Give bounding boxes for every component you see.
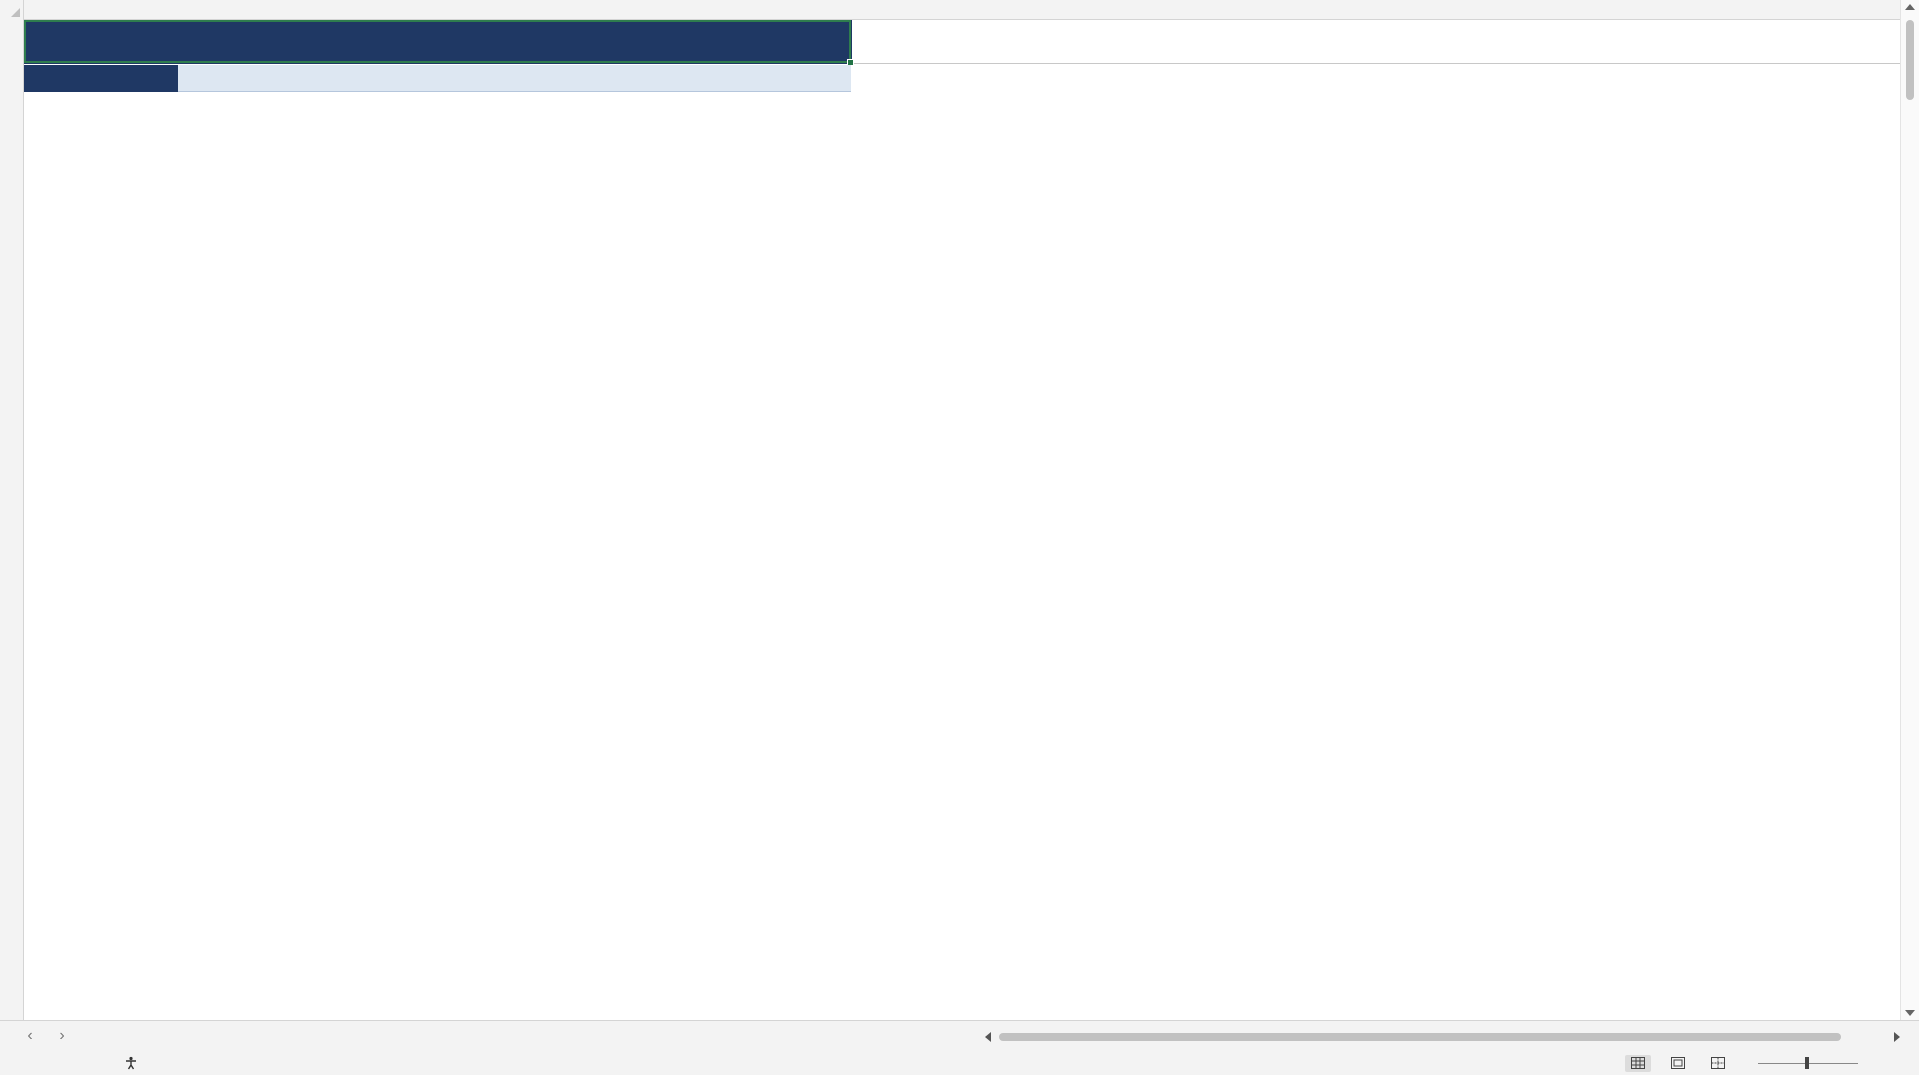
horizontal-scroll-thumb[interactable] [999, 1033, 1841, 1041]
tab-scroll-right-icon[interactable]: › [59, 1027, 65, 1044]
tab-menu-icon[interactable] [953, 1025, 975, 1049]
tab-overflow-button[interactable] [888, 1025, 910, 1049]
horizontal-scrollbar[interactable] [985, 1030, 1900, 1044]
sheet-title-cell[interactable] [24, 20, 851, 63]
scroll-down-icon[interactable] [1905, 1010, 1915, 1016]
column-header-bar [0, 0, 1900, 20]
select-all-corner[interactable] [0, 0, 24, 20]
row-divider [851, 63, 1900, 64]
row-header-bar [0, 20, 24, 1020]
accessibility-button[interactable] [124, 1056, 142, 1071]
status-bar [0, 1052, 1919, 1075]
scroll-right-icon[interactable] [1894, 1032, 1900, 1042]
sheet-tab-bar [0, 1020, 1919, 1052]
sop-title-cell[interactable] [178, 65, 851, 92]
tab-scroll-left-icon[interactable]: ‹ [27, 1027, 33, 1044]
scroll-up-icon[interactable] [1905, 4, 1915, 10]
sop-id-cell[interactable] [24, 65, 178, 92]
worksheet-grid[interactable] [24, 20, 1900, 1020]
accessibility-icon [124, 1056, 138, 1070]
vertical-scrollbar[interactable] [1900, 0, 1919, 1020]
page-break-view-icon[interactable] [1705, 1055, 1731, 1072]
scroll-left-icon[interactable] [985, 1032, 991, 1042]
zoom-slider-knob[interactable] [1805, 1057, 1809, 1069]
vertical-scroll-thumb[interactable] [1906, 20, 1914, 100]
add-sheet-button[interactable] [920, 1025, 942, 1049]
page-layout-view-icon[interactable] [1665, 1055, 1691, 1072]
normal-view-icon[interactable] [1625, 1055, 1651, 1072]
